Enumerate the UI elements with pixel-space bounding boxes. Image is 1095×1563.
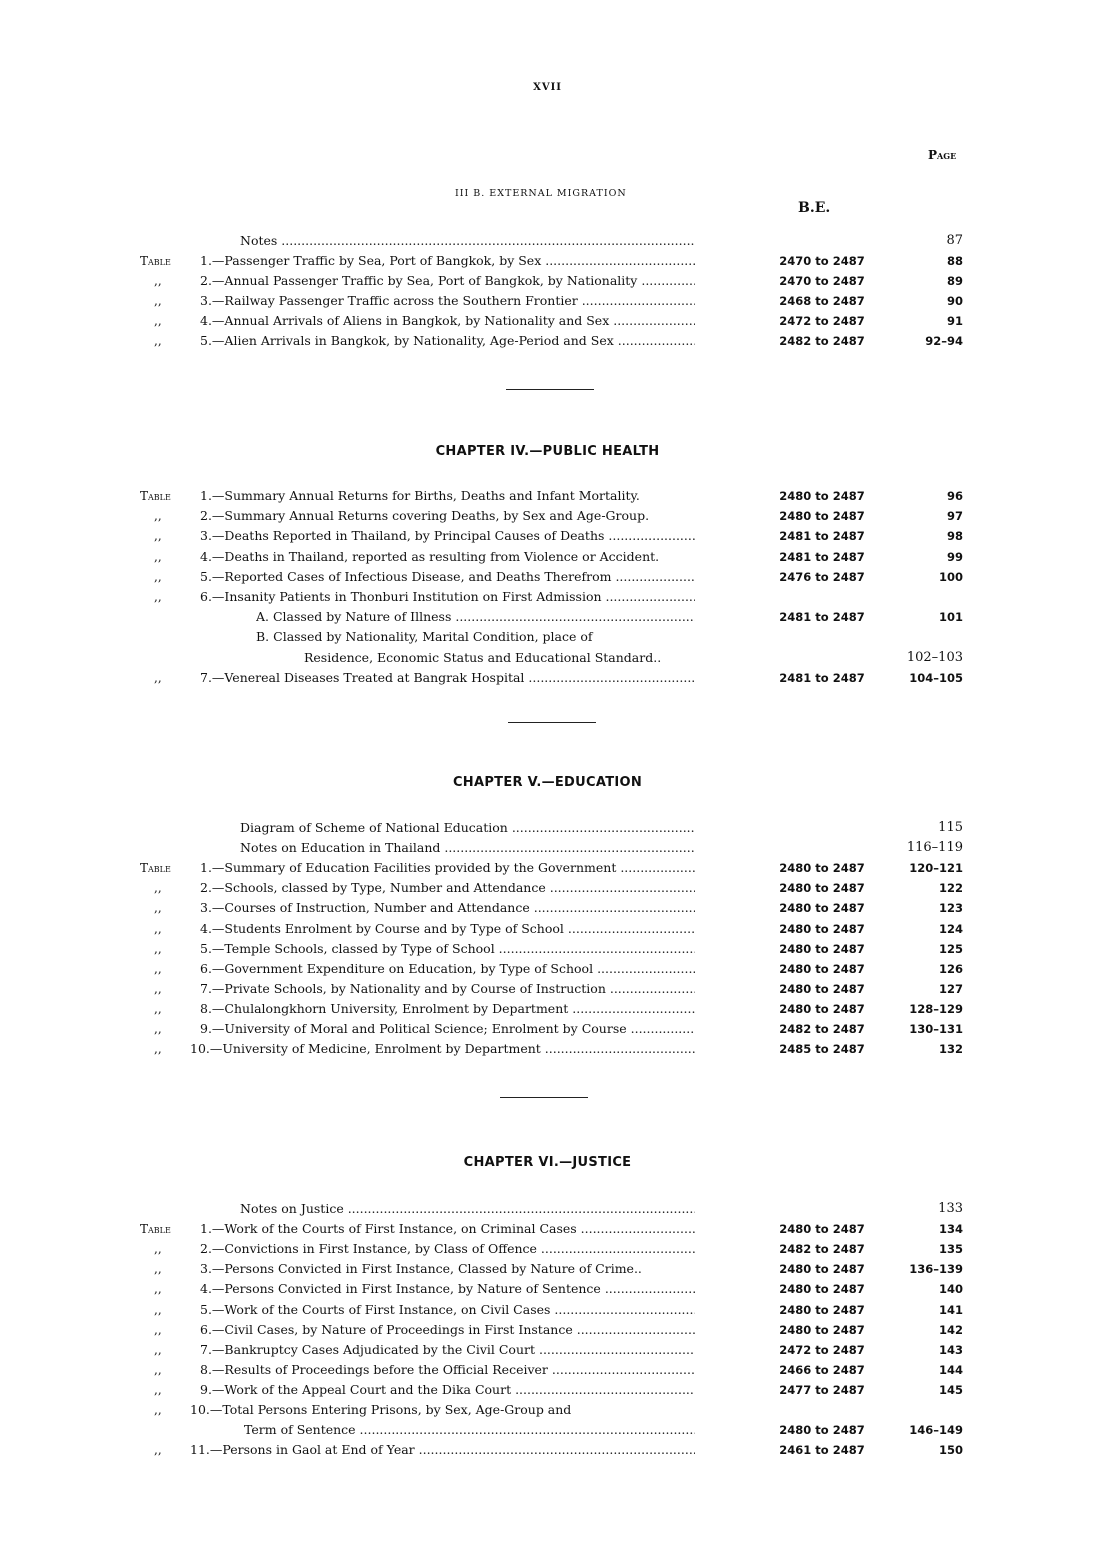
table-label: Table [140, 254, 171, 268]
page-reference: 99 [946, 549, 963, 564]
ditto-mark: ,, [154, 590, 162, 604]
year-range: 2480 to 2487 [779, 961, 865, 976]
page-reference: 123 [938, 901, 963, 916]
entry-title: 2.—Schools, classed by Type, Number and Attendance ..... [200, 878, 695, 898]
toc-row [0, 291, 1095, 311]
toc-row [0, 311, 1095, 331]
entry-title: 5.—Temple Schools, classed by Type of School ..... [200, 939, 695, 959]
page-reference: 135 [938, 1242, 963, 1257]
entry-title: 11.—Persons in Gaol at End of Year ..... [190, 1440, 695, 1460]
subsection-title: III B. EXTERNAL MIGRATION [455, 188, 627, 199]
page-reference: 130–131 [909, 1022, 963, 1036]
entry-title: Term of Sentence ..... [244, 1420, 695, 1440]
ditto-mark: ,, [154, 1382, 162, 1397]
entry-title: 1.—Summary Annual Returns for Births, Deaths and Infant Mortality. [200, 488, 640, 503]
year-range: 2477 to 2487 [779, 1382, 865, 1397]
justice-chapter-title: CHAPTER VI.—JUSTICE [463, 1155, 632, 1170]
ditto-mark: ,, [154, 509, 162, 524]
year-range: 2485 to 2487 [779, 1042, 865, 1057]
page-reference: 128–129 [909, 1001, 963, 1016]
ditto-mark: ,, [154, 334, 162, 348]
entry-title: 2.—Convictions in First Instance, by Class of Offence ..... [200, 1239, 695, 1259]
page-reference: 143 [938, 1342, 963, 1357]
toc-row [0, 486, 1095, 506]
toc-row [0, 979, 1095, 999]
ditto-mark: ,, [154, 881, 162, 896]
page-reference: 144 [938, 1362, 963, 1377]
toc-row [0, 838, 1095, 858]
ditto-mark: ,, [154, 1262, 162, 1277]
entry-title: 7.—Bankruptcy Cases Adjudicated by the Civil Court ..... [200, 1340, 695, 1360]
entry-title: 8.—Results of Proceedings before the Official Receiver ..... [200, 1360, 695, 1380]
entry-title: 7.—Private Schools, by Nationality and by Course of Instruction ..... [200, 979, 695, 999]
page-reference: 120–121 [909, 861, 963, 876]
page-reference: 102–103 [906, 649, 963, 665]
entry-title: Notes ..... [240, 231, 695, 251]
section-divider [500, 1097, 588, 1098]
year-range: 2468 to 2487 [779, 294, 865, 308]
page-reference: 96 [946, 489, 963, 503]
entry-title: 4.—Students Enrolment by Course and by Type of School ..... [200, 919, 695, 939]
toc-row [0, 251, 1095, 271]
ditto-mark: ,, [154, 314, 162, 328]
entry-title: 1.—Work of the Courts of First Instance, on Criminal Cases ..... [200, 1219, 695, 1239]
page-reference: 115 [938, 820, 963, 835]
health-chapter-title: CHAPTER IV.—PUBLIC HEALTH [435, 444, 660, 459]
entry-title: Notes on Education in Thailand ..... [240, 838, 695, 858]
year-range: 2470 to 2487 [779, 254, 865, 268]
entry-title: 3.—Persons Convicted in First Instance, Classed by Nature of Crime.. [200, 1261, 642, 1277]
year-range: 2480 to 2487 [779, 1262, 865, 1277]
table-label: Table [140, 1222, 171, 1237]
toc-row [0, 587, 1095, 607]
year-range: 2480 to 2487 [779, 901, 865, 916]
page-reference: 141 [938, 1302, 963, 1317]
year-range: 2482 to 2487 [779, 1022, 865, 1036]
page-reference: 146–149 [909, 1423, 963, 1438]
page-reference: 98 [946, 529, 963, 544]
toc-row [0, 567, 1095, 587]
ditto-mark: ,, [154, 1001, 162, 1016]
ditto-mark: ,, [154, 901, 162, 916]
toc-row [0, 939, 1095, 959]
entry-title: A. Classed by Nature of Illness ..... [256, 607, 695, 627]
page-reference: 101 [938, 610, 963, 625]
entry-title: Diagram of Scheme of National Education ..... [240, 818, 695, 838]
toc-row [0, 648, 1095, 668]
year-range: 2480 to 2487 [779, 941, 865, 956]
toc-row [0, 231, 1095, 251]
page-reference: 92–94 [925, 334, 963, 348]
ditto-mark: ,, [154, 1282, 162, 1297]
ditto-mark: ,, [154, 529, 162, 544]
toc-row [0, 1199, 1095, 1219]
year-range: 2482 to 2487 [779, 1242, 865, 1257]
toc-row [0, 1440, 1095, 1460]
entry-title: 8.—Chulalongkhorn University, Enrolment by Department ..... [200, 999, 695, 1019]
entry-title: 6.—Government Expenditure on Education, by Type of School ..... [200, 959, 695, 979]
entry-title: Residence, Economic Status and Educational Standard.. [304, 649, 662, 665]
year-range: 2481 to 2487 [779, 549, 865, 564]
ditto-mark: ,, [154, 1443, 162, 1458]
page-reference: 150 [938, 1443, 963, 1458]
be-column-heading: B.E. [798, 200, 831, 216]
page-reference: 140 [938, 1282, 963, 1297]
toc-row [0, 1279, 1095, 1299]
toc-row [0, 1420, 1095, 1440]
ditto-mark: ,, [154, 1022, 162, 1036]
ditto-mark: ,, [154, 274, 162, 288]
entry-title: 9.—Work of the Appeal Court and the Dika Court ..... [200, 1380, 695, 1400]
page-reference: 116–119 [906, 840, 963, 856]
entry-title: 5.—Reported Cases of Infectious Disease, and Deaths Therefrom ..... [200, 567, 695, 587]
toc-row [0, 1259, 1095, 1279]
page-reference: 126 [938, 961, 963, 976]
ditto-mark: ,, [154, 961, 162, 976]
toc-row [0, 1219, 1095, 1239]
page-reference: 100 [938, 569, 963, 584]
toc-row [0, 919, 1095, 939]
toc-row [0, 271, 1095, 291]
entry-title: 6.—Insanity Patients in Thonburi Institution on First Admission ..... [200, 587, 695, 607]
entry-title: 6.—Civil Cases, by Nature of Proceedings in First Instance ..... [200, 1320, 695, 1340]
year-range: 2481 to 2487 [779, 670, 865, 685]
ditto-mark: ,, [154, 1322, 162, 1337]
ditto-mark: ,, [154, 981, 162, 996]
year-range: 2480 to 2487 [779, 1423, 865, 1438]
page-reference: 90 [946, 294, 963, 308]
page-reference: 88 [946, 254, 963, 268]
year-range: 2480 to 2487 [779, 861, 865, 876]
toc-row [0, 858, 1095, 878]
toc-row [0, 526, 1095, 546]
year-range: 2481 to 2487 [779, 529, 865, 544]
entry-title: 9.—University of Moral and Political Science; Enrolment by Course ..... [200, 1019, 695, 1039]
year-range: 2480 to 2487 [779, 1001, 865, 1016]
toc-row [0, 331, 1095, 351]
education-chapter-title: CHAPTER V.—EDUCATION [452, 775, 643, 790]
year-range: 2476 to 2487 [779, 569, 865, 584]
ditto-mark: ,, [154, 1302, 162, 1317]
page-reference: 134 [938, 1222, 963, 1237]
page-reference: 136–139 [909, 1262, 963, 1277]
toc-row [0, 627, 1095, 647]
page-reference: 122 [938, 881, 963, 896]
year-range: 2482 to 2487 [779, 334, 865, 348]
toc-row [0, 1320, 1095, 1340]
page-reference: 91 [946, 314, 963, 328]
ditto-mark: ,, [154, 1242, 162, 1257]
page-reference: 125 [938, 941, 963, 956]
page-reference: 124 [938, 921, 963, 936]
year-range: 2480 to 2487 [779, 1222, 865, 1237]
year-range: 2480 to 2487 [779, 1322, 865, 1337]
ditto-mark: ,, [154, 1362, 162, 1377]
page-reference: 127 [938, 981, 963, 996]
toc-row [0, 1360, 1095, 1380]
entry-title: 5.—Work of the Courts of First Instance, on Civil Cases ..... [200, 1300, 695, 1320]
entry-title: 3.—Courses of Instruction, Number and Attendance ..... [200, 898, 695, 918]
toc-row [0, 898, 1095, 918]
entry-title: 3.—Deaths Reported in Thailand, by Principal Causes of Deaths ..... [200, 526, 695, 546]
year-range: 2472 to 2487 [779, 314, 865, 328]
toc-row [0, 547, 1095, 567]
page-reference: 97 [946, 509, 963, 524]
entry-title: B. Classed by Nationality, Marital Condition, place of [256, 629, 593, 645]
page-reference: 89 [946, 274, 963, 288]
page-column-heading: Page [928, 148, 957, 162]
entry-title: Notes on Justice ..... [240, 1199, 695, 1219]
toc-row [0, 1380, 1095, 1400]
toc-row [0, 959, 1095, 979]
entry-title: 2.—Summary Annual Returns covering Deaths, by Sex and Age-Group. [200, 508, 650, 524]
entry-title: 4.—Annual Arrivals of Aliens in Bangkok, by Nationality and Sex ..... [200, 311, 695, 331]
section-divider [506, 389, 594, 390]
page-reference: 133 [938, 1201, 963, 1216]
year-range: 2480 to 2487 [779, 1282, 865, 1297]
table-label: Table [140, 861, 171, 876]
year-range: 2480 to 2487 [779, 489, 865, 503]
toc-row [0, 1400, 1095, 1420]
entry-title: 4.—Deaths in Thailand, reported as resulting from Violence or Accident. [200, 548, 660, 564]
ditto-mark: ,, [154, 921, 162, 936]
year-range: 2481 to 2487 [779, 610, 865, 625]
year-range: 2480 to 2487 [779, 921, 865, 936]
ditto-mark: ,, [154, 294, 162, 308]
toc-row [0, 1239, 1095, 1259]
year-range: 2480 to 2487 [779, 981, 865, 996]
ditto-mark: ,, [154, 941, 162, 956]
toc-row [0, 668, 1095, 688]
entry-title: 10.—Total Persons Entering Prisons, by Sex, Age-Group and [190, 1402, 572, 1417]
entry-title: 7.—Venereal Diseases Treated at Bangrak Hospital ..... [200, 668, 695, 688]
entry-title: 10.—University of Medicine, Enrolment by Department ..... [190, 1039, 695, 1059]
page-number: XVII [533, 82, 562, 93]
entry-title: 3.—Railway Passenger Traffic across the Southern Frontier ..... [200, 291, 695, 311]
ditto-mark: ,, [154, 670, 162, 685]
ditto-mark: ,, [154, 549, 162, 564]
ditto-mark: ,, [154, 569, 162, 584]
entry-title: 5.—Alien Arrivals in Bangkok, by Nationality, Age-Period and Sex ..... [200, 331, 695, 351]
toc-row [0, 878, 1095, 898]
page-reference: 104–105 [909, 670, 963, 685]
page-reference: 87 [946, 233, 963, 248]
toc-row [0, 1019, 1095, 1039]
year-range: 2480 to 2487 [779, 1302, 865, 1317]
entry-title: 2.—Annual Passenger Traffic by Sea, Port of Bangkok, by Nationality ..... [200, 271, 695, 291]
entry-title: 1.—Summary of Education Facilities provided by the Government ..... [200, 858, 695, 878]
year-range: 2466 to 2487 [779, 1362, 865, 1377]
year-range: 2470 to 2487 [779, 274, 865, 288]
ditto-mark: ,, [154, 1042, 162, 1057]
year-range: 2461 to 2487 [779, 1443, 865, 1458]
toc-row [0, 1039, 1095, 1059]
toc-row [0, 506, 1095, 526]
year-range: 2480 to 2487 [779, 881, 865, 896]
entry-title: 4.—Persons Convicted in First Instance, by Nature of Sentence ..... [200, 1279, 695, 1299]
toc-row [0, 1300, 1095, 1320]
entry-title: 1.—Passenger Traffic by Sea, Port of Bangkok, by Sex ..... [200, 251, 695, 271]
year-range: 2480 to 2487 [779, 509, 865, 524]
toc-row [0, 999, 1095, 1019]
page-reference: 145 [938, 1382, 963, 1397]
toc-row [0, 1340, 1095, 1360]
page-reference: 142 [938, 1322, 963, 1337]
toc-row [0, 607, 1095, 627]
year-range: 2472 to 2487 [779, 1342, 865, 1357]
ditto-mark: ,, [154, 1342, 162, 1357]
section-divider [508, 722, 596, 723]
toc-row [0, 818, 1095, 838]
table-label: Table [140, 489, 171, 503]
page-reference: 132 [938, 1042, 963, 1057]
ditto-mark: ,, [154, 1403, 162, 1417]
